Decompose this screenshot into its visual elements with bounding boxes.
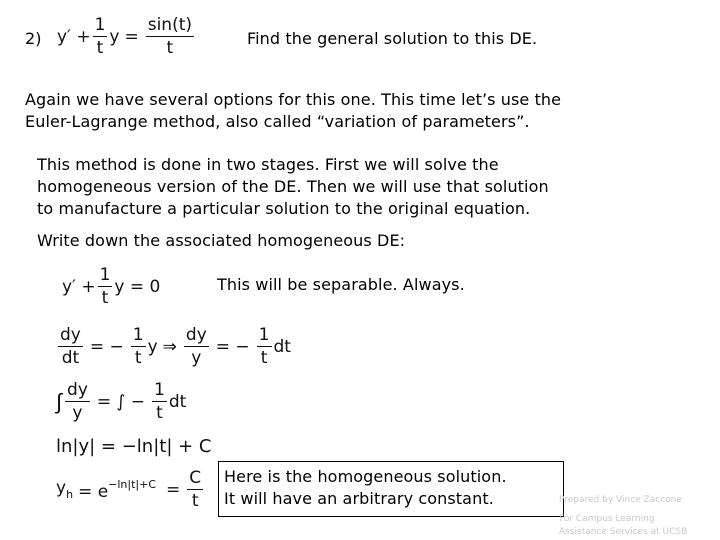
step4-sub: h — [66, 488, 74, 501]
stages-line-3: to manufacture a particular solution to the original equation. — [37, 199, 531, 218]
result-line-1: Here is the homogeneous solution. — [224, 467, 507, 486]
credit-line-1: Prepared by Vince Zaccone — [559, 495, 682, 505]
step4-eq-e: = e — [78, 481, 109, 502]
implies-icon: ⇒ — [162, 336, 177, 357]
stages-line-1: This method is done in two stages. First we will solve the — [37, 155, 499, 174]
stages-line-2: homogeneous version of the DE. Then we will use that solution — [37, 177, 549, 196]
step1-d1: dt — [61, 348, 80, 368]
step4-frac — [187, 468, 203, 511]
eq-lhs: y′ + — [57, 26, 91, 47]
step4-y — [56, 478, 73, 501]
step-4 — [56, 468, 205, 511]
homog-den: t — [101, 288, 109, 308]
credit-line-3: Assistance Services at UCSB — [559, 527, 688, 537]
eq-rhs-fraction — [146, 15, 194, 58]
step4-den: t — [191, 491, 199, 511]
eq-coef-num: 1 — [94, 15, 106, 35]
intro-line-1: Again we have several options for this one. This time let’s use the — [25, 90, 562, 109]
step1-n4: 1 — [258, 325, 270, 345]
integral-icon: ∫ — [56, 389, 63, 415]
eq-coef-den: t — [96, 38, 104, 58]
step1-n2: 1 — [132, 325, 144, 345]
step1-frac-c — [184, 325, 209, 368]
credit-line-2: For Campus Learning — [559, 514, 655, 524]
eq-coef-fraction — [93, 15, 108, 58]
homogeneous-prompt: Write down the associated homogeneous DE: — [37, 231, 406, 250]
step4-y-letter: y — [56, 478, 67, 498]
step1-eq2: = − — [215, 336, 250, 357]
homog-num: 1 — [99, 265, 111, 285]
step1-n3: dy — [185, 325, 207, 345]
step4-eq — [78, 478, 156, 502]
eq-rhs-num: sin(t) — [147, 15, 193, 35]
step1-d3: y — [191, 348, 202, 368]
step2-eq: = ∫ − — [96, 391, 146, 412]
step1-n1: dy — [60, 325, 81, 345]
homog-rhs: y = 0 — [114, 276, 161, 297]
instruction: Find the general solution to this DE. — [247, 29, 538, 48]
homogeneous-equation — [62, 265, 160, 308]
step1-eq1: = − — [89, 336, 124, 357]
step1-y: y — [147, 336, 158, 357]
step2-dt: dt — [168, 391, 187, 412]
step2-d1: y — [72, 403, 83, 423]
homog-lhs: y′ + — [62, 276, 96, 297]
step1-d2: t — [134, 348, 142, 368]
step-1 — [56, 325, 291, 368]
step2-n1: dy — [67, 380, 88, 400]
step1-frac-b — [131, 325, 146, 368]
step1-frac-d — [257, 325, 272, 368]
step2-n2: 1 — [154, 380, 165, 400]
step1-frac-a — [58, 325, 83, 368]
result-box — [218, 461, 564, 517]
eq-rhs-den: t — [166, 38, 174, 58]
step4-num: C — [189, 468, 202, 488]
intro-line-2: Euler-Lagrange method, also called “variation of parameters”. — [25, 112, 530, 131]
separable-note: This will be separable. Always. — [217, 275, 465, 294]
step2-frac-b — [152, 380, 167, 423]
step-3: ln|y| = −ln|t| + C — [56, 436, 212, 457]
step1-d4: t — [260, 348, 268, 368]
step4-eq2: = — [166, 479, 181, 500]
homog-fraction — [98, 265, 113, 308]
step-2 — [56, 380, 186, 423]
step4-sup: −ln|t|+C — [108, 477, 157, 491]
problem-number: 2) — [25, 29, 42, 48]
eq-y: y — [109, 26, 120, 47]
step2-d2: t — [156, 403, 163, 423]
problem-equation — [57, 15, 196, 58]
step2-frac-a — [65, 380, 90, 423]
eq-equals: = — [124, 26, 139, 47]
step1-dt: dt — [273, 336, 291, 357]
result-line-2: It will have an arbitrary constant. — [224, 489, 494, 508]
